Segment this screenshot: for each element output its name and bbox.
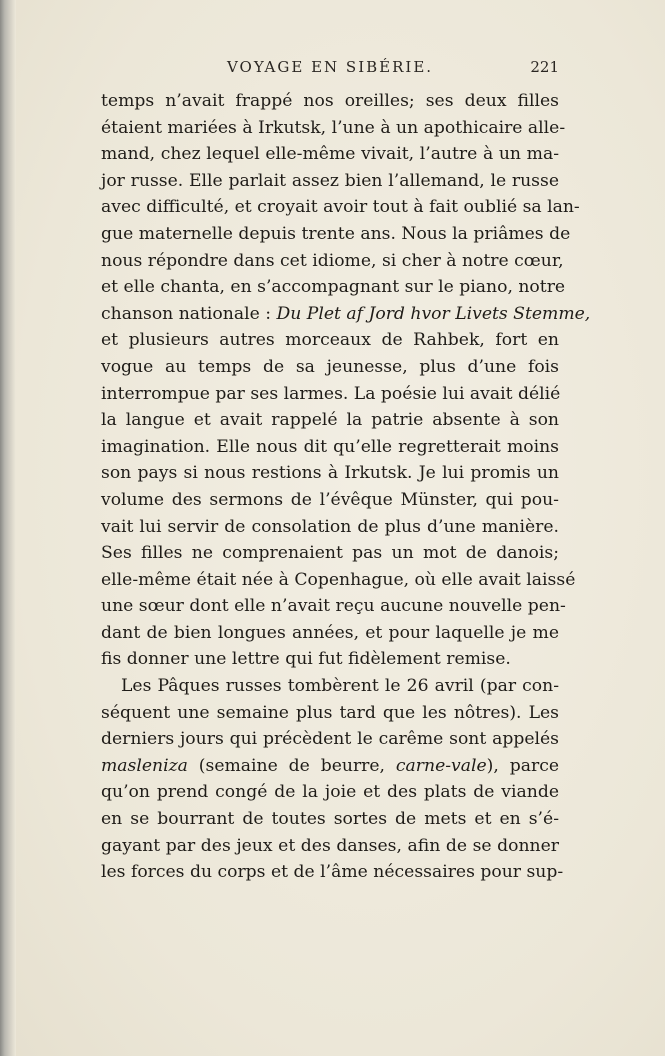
text-line: temps n’avait frappé nos oreilles; ses deux filles xyxy=(101,91,559,111)
text-line: une sœur dont elle n’avait reçu aucune nouvelle pen- xyxy=(101,596,566,617)
book-binding-edge xyxy=(0,0,16,1056)
text-line: son pays si nous restions à Irkutsk. Je lui promis un xyxy=(101,463,559,484)
paragraph-last-line: fis donner une lettre qui fut fidèlement remise. xyxy=(101,649,511,670)
text-line xyxy=(101,753,559,780)
text-line: derniers jours qui précèdent le carême sont appelés xyxy=(101,729,559,750)
text-line: volume des sermons de l’évêque Münster, qui pou- xyxy=(101,489,559,510)
text-segment: ), parce xyxy=(486,755,559,776)
text-line: et elle chanta, en s’accompagnant sur le piano, notre xyxy=(101,277,566,298)
text-line: vogue au temps de sa jeunesse, plus d’une fois xyxy=(101,356,559,377)
text-line: imagination. Elle nous dit qu’elle regretterait moins xyxy=(101,436,559,457)
text-line: qu’on prend congé de la joie et des plats de viande xyxy=(101,782,559,803)
text-line: les forces du corps et de l’âme nécessaires pour sup- xyxy=(101,862,564,883)
text-line: elle-même était née à Copenhague, où elle avait laissé xyxy=(101,569,576,590)
running-title: VOYAGE EN SIBÉRIE. xyxy=(226,58,434,76)
term-italic: masleniza xyxy=(101,755,188,776)
text-line xyxy=(101,301,591,328)
text-line: et plusieurs autres morceaux de Rahbek, fort en xyxy=(101,330,559,351)
text-line: mand, chez lequel elle-même vivait, l’autre à un ma- xyxy=(101,144,559,165)
text-line: dant de bien longues années, et pour laquelle je me xyxy=(101,622,559,643)
text-line: gayant par des jeux et des danses, afin de se donner xyxy=(101,835,559,856)
text-segment: (semaine de beurre, xyxy=(187,755,396,776)
text-segment: chanson nationale : xyxy=(101,303,277,324)
text-line: vait lui servir de consolation de plus d’une manière. xyxy=(101,516,559,537)
text-line: avec difficulté, et croyait avoir tout à fait oublié sa lan- xyxy=(101,197,580,218)
text-line: jor russe. Elle parlait assez bien l’allemand, le russe xyxy=(101,170,559,191)
text-line: nous répondre dans cet idiome, si cher à notre cœur, xyxy=(101,250,564,271)
text-line: la langue et avait rappelé la patrie absente à son xyxy=(101,410,559,431)
song-title-italic: Du Plet af Jord hvor Livets Stemme, xyxy=(276,303,591,324)
text-line: interrompue par ses larmes. La poésie lui avait délié xyxy=(101,383,561,404)
text-line: en se bourrant de toutes sortes de mets et en s’é- xyxy=(101,809,559,830)
paragraph-first-line: Les Pâques russes tombèrent le 26 avril (par con- xyxy=(121,676,559,697)
text-line: gue maternelle depuis trente ans. Nous la priâmes de xyxy=(101,223,571,244)
book-page xyxy=(16,0,665,1056)
page-number: 221 xyxy=(530,58,559,76)
body-text xyxy=(101,88,591,886)
page-header xyxy=(101,58,559,82)
term-italic: carne-vale xyxy=(395,755,487,776)
text-line: Ses filles ne comprenaient pas un mot de danois; xyxy=(101,543,559,564)
text-line: séquent une semaine plus tard que les nôtres). Les xyxy=(101,702,559,723)
text-line: étaient mariées à Irkutsk, l’une à un apothicaire alle- xyxy=(101,117,566,138)
